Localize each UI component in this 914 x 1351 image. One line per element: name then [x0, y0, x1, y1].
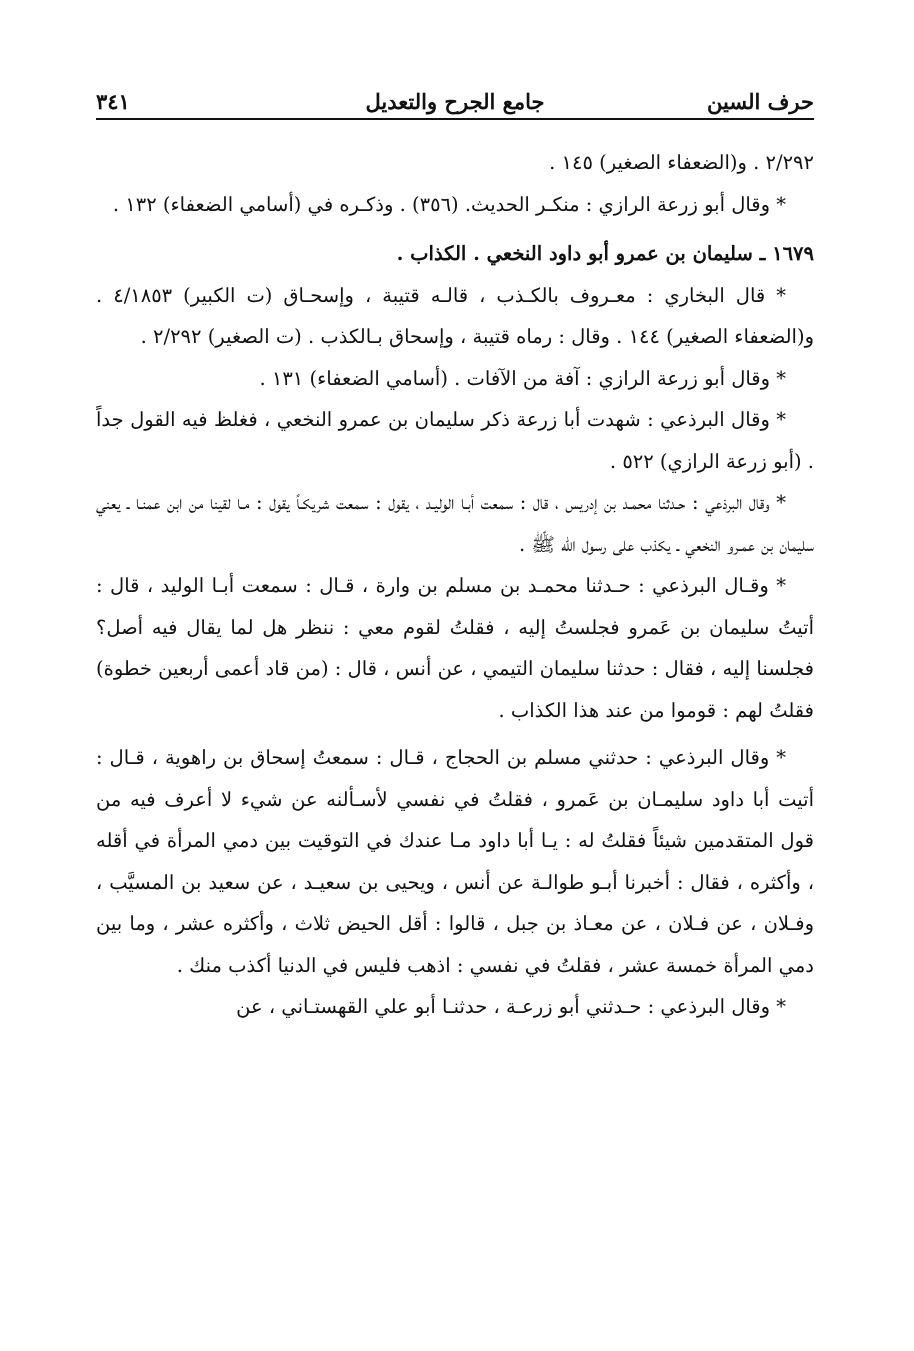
paragraph-bardhaee-4: * وقال البرذعي : حدثني مسلم بن الحجاج ، قـال : سمعتُ إسحاق بن راهوية ، قـال : أتيت أبا داود سليمـان بن عَمرو ، فقلتُ في نفسي لأسـألنه عن شيء لا أعرف فيه من قول المتقدمين شيئاً فقلتُ له : يـا أبا داود مـا عندك في التوقيت بين دمي المرأة في أقله ، وأكثره ، فقال : أخبرنا أبـو طوالـة عن أنس ، ويحيى بن سعيـد ، عن سعيد بن المسيَّب ، وفـلان ، عن فـلان ، عن معـاذ بن جبل ، قالوا : أقل الحيض ثلاث ، وأكثره عشر ، وما بين دمي المرأة خمسة عشر ، فقلتُ في نفسي : اذهب فليس في الدنيا أكذب منك .: [96, 746, 814, 977]
book-page: [96, 70, 814, 1331]
paragraph-bukhari-statement: * قال البخاري : معـروف بالكـذب ، قالـه قتيبة ، وإسحـاق (ت الكبير) ٤/١٨٥٣ . و(الضعفاء الصغير) ١٤٤ . وقال : رماه قتيبة ، وإسحاق بـالكذب . (ت الصغير) ٢/٢٩٢ .: [96, 283, 814, 348]
paragraph-bardhaee-5: * وقال البرذعي : حـدثني أبو زرعـة ، حدثنـا أبو علي القهستـاني ، عن: [236, 995, 786, 1018]
paragraph-abu-zurah-statement: * وقال أبو زرعة الرازي : منكـر الحديث. (٣٥٦) . وذكـره في (أسامي الضعفاء) ١٣٢ .: [112, 192, 786, 216]
page-number: ٣٤١: [96, 89, 130, 114]
book-title: جامع الجرح والتعديل: [365, 89, 545, 114]
body-text: [96, 142, 814, 1028]
paragraph-abu-zurah-afah: * وقال أبو زرعة الرازي : آفة من الآفات . (أسامي الضعفاء) ١٣١ .: [259, 366, 786, 390]
entry-heading-1679: ١٦٧٩ ـ سليمان بن عمرو أبو داود النخعي . الكذاب .: [396, 242, 814, 265]
paragraph-bardhaee-1: * وقال البرذعي : شهدت أبا زرعة ذكر سليمان بن عمرو النخعي ، فغلظ فيه القول جداً . (أبو زرعة الرازي) ٥٢٢ .: [96, 408, 814, 473]
chapter-title: حرف السين: [707, 89, 814, 114]
running-header: [96, 70, 814, 120]
paragraph-bardhaee-3: * وقـال البرذعي : حـدثنا محمـد بن مسلم بن وارة ، قـال : سمعت أبـا الوليد ، قال : أتيتُ سليمان بن عَمرو فجلستُ إليه ، فقلتُ لقوم معي : ننظر هل لما يقال فيه أصل؟ فجلسنا إليه ، فقال : حدثنا سليمان التيمي ، عن أنس ، قال : (من قاد أعمى أربعين خطوة) فقلتُ لهم : قوموا من عند هذا الكذاب .: [96, 574, 814, 722]
paragraph-bardhaee-2: * وقال البرذعي : حـدثنا محمـد بن إدريس ، قال : سمعت أبـا الوليـد ، يقول : سمعت شريكـاً يقول : مـا لقينا من ابن عمنـا ـ يعني سليمان بن عمـرو النخعي ـ يكذب على رسول الله ﷺ .: [96, 491, 814, 556]
paragraph-continuation: ٢/٢٩٢ . و(الضعفاء الصغير) ١٤٥ .: [549, 151, 814, 174]
